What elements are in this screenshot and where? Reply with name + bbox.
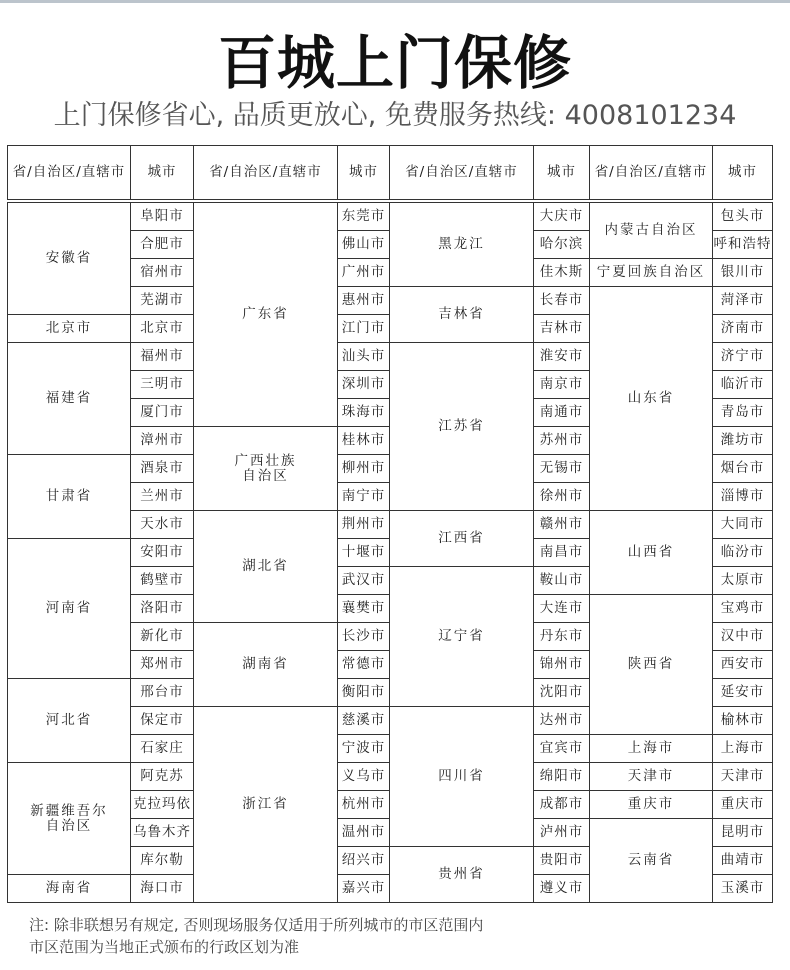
column-header-city: 城市 [713, 146, 773, 200]
column-header-province: 省/自治区/直辖市 [194, 146, 338, 200]
city-cell: 杭州市 [338, 791, 390, 819]
city-cell: 深圳市 [338, 371, 390, 399]
city-cell: 合肥市 [131, 231, 194, 259]
city-cell: 长沙市 [338, 623, 390, 651]
city-cell: 新化市 [131, 623, 194, 651]
city-cell: 泸州市 [534, 819, 590, 847]
city-cell: 西安市 [713, 651, 773, 679]
city-cell: 南宁市 [338, 483, 390, 511]
city-cell: 郑州市 [131, 651, 194, 679]
city-cell: 广州市 [338, 259, 390, 287]
city-cell: 烟台市 [713, 455, 773, 483]
province-cell: 黑龙江 [390, 203, 534, 287]
table-header-row [8, 146, 773, 200]
city-cell: 宝鸡市 [713, 595, 773, 623]
city-cell: 长春市 [534, 287, 590, 315]
city-cell: 温州市 [338, 819, 390, 847]
city-cell: 三明市 [131, 371, 194, 399]
city-cell: 重庆市 [713, 791, 773, 819]
city-cell: 江门市 [338, 315, 390, 343]
city-cell: 北京市 [131, 315, 194, 343]
city-cell: 呼和浩特 [713, 231, 773, 259]
city-cell: 武汉市 [338, 567, 390, 595]
city-cell: 大庆市 [534, 203, 590, 231]
page-title: 百城上门保修 [217, 29, 572, 97]
city-cell: 汉中市 [713, 623, 773, 651]
province-cell: 甘肃省 [8, 455, 131, 539]
city-cell: 玉溪市 [713, 875, 773, 903]
column-header-city: 城市 [131, 146, 194, 200]
city-cell: 十堰市 [338, 539, 390, 567]
city-cell: 吉林市 [534, 315, 590, 343]
footnote-line: 注: 除非联想另有规定, 否则现场服务仅适用于所列城市的市区范围内 [29, 916, 484, 934]
city-cell: 漳州市 [131, 427, 194, 455]
province-cell: 福建省 [8, 343, 131, 455]
city-cell: 淮安市 [534, 343, 590, 371]
city-cell: 邢台市 [131, 679, 194, 707]
city-cell: 延安市 [713, 679, 773, 707]
province-cell: 山西省 [590, 511, 713, 595]
city-cell: 佛山市 [338, 231, 390, 259]
city-cell: 洛阳市 [131, 595, 194, 623]
province-cell: 河南省 [8, 539, 131, 679]
city-cell: 青岛市 [713, 399, 773, 427]
city-cell: 宜宾市 [534, 735, 590, 763]
city-cell: 克拉玛依 [131, 791, 194, 819]
city-cell: 保定市 [131, 707, 194, 735]
province-cell: 海南省 [8, 875, 131, 903]
province-cell: 天津市 [590, 763, 713, 791]
province-cell: 重庆市 [590, 791, 713, 819]
province-cell: 内蒙古自治区 [590, 203, 713, 259]
province-cell: 湖南省 [194, 623, 338, 707]
column-header-city: 城市 [338, 146, 390, 200]
province-cell: 四川省 [390, 707, 534, 847]
city-cell: 鹤壁市 [131, 567, 194, 595]
city-cell: 阜阳市 [131, 203, 194, 231]
city-cell: 石家庄 [131, 735, 194, 763]
city-cell: 嘉兴市 [338, 875, 390, 903]
city-cell: 济宁市 [713, 343, 773, 371]
city-cell: 绵阳市 [534, 763, 590, 791]
city-cell: 赣州市 [534, 511, 590, 539]
column-header-province: 省/自治区/直辖市 [390, 146, 534, 200]
city-cell: 酒泉市 [131, 455, 194, 483]
province-cell: 广西壮族 自治区 [194, 427, 338, 511]
city-cell: 丹东市 [534, 623, 590, 651]
province-cell: 宁夏回族自治区 [590, 259, 713, 287]
footnote-line: 市区范围为当地正式颁布的行政区划为准 [29, 938, 300, 956]
city-cell: 汕头市 [338, 343, 390, 371]
city-cell: 榆林市 [713, 707, 773, 735]
column-header-city: 城市 [534, 146, 590, 200]
province-cell: 贵州省 [390, 847, 534, 903]
city-cell: 大同市 [713, 511, 773, 539]
column-header-province: 省/自治区/直辖市 [590, 146, 713, 200]
city-cell: 桂林市 [338, 427, 390, 455]
city-cell: 珠海市 [338, 399, 390, 427]
province-cell: 陕西省 [590, 595, 713, 735]
city-cell: 库尔勒 [131, 847, 194, 875]
city-cell: 南京市 [534, 371, 590, 399]
city-cell: 佳木斯 [534, 259, 590, 287]
city-cell: 乌鲁木齐 [131, 819, 194, 847]
city-cell: 潍坊市 [713, 427, 773, 455]
city-cell: 衡阳市 [338, 679, 390, 707]
city-cell: 东莞市 [338, 203, 390, 231]
province-cell: 上海市 [590, 735, 713, 763]
province-cell: 浙江省 [194, 707, 338, 903]
service-city-table [7, 145, 773, 903]
city-cell: 宁波市 [338, 735, 390, 763]
province-cell: 江苏省 [390, 343, 534, 511]
top-divider-line [0, 0, 790, 3]
city-cell: 锦州市 [534, 651, 590, 679]
province-cell: 北京市 [8, 315, 131, 343]
city-cell: 常德市 [338, 651, 390, 679]
city-cell: 慈溪市 [338, 707, 390, 735]
city-cell: 柳州市 [338, 455, 390, 483]
city-cell: 大连市 [534, 595, 590, 623]
city-cell: 天水市 [131, 511, 194, 539]
page-subtitle: 上门保修省心, 品质更放心, 免费服务热线: 4008101234 [53, 100, 737, 131]
city-cell: 包头市 [713, 203, 773, 231]
city-cell: 南通市 [534, 399, 590, 427]
city-cell: 菏泽市 [713, 287, 773, 315]
city-cell: 曲靖市 [713, 847, 773, 875]
city-cell: 苏州市 [534, 427, 590, 455]
province-cell: 河北省 [8, 679, 131, 763]
city-cell: 义乌市 [338, 763, 390, 791]
service-city-table-container [7, 145, 773, 903]
city-cell: 厦门市 [131, 399, 194, 427]
city-cell: 太原市 [713, 567, 773, 595]
city-cell: 绍兴市 [338, 847, 390, 875]
province-cell: 辽宁省 [390, 567, 534, 707]
city-cell: 临汾市 [713, 539, 773, 567]
city-cell: 天津市 [713, 763, 773, 791]
footnotes [29, 914, 769, 958]
city-cell: 福州市 [131, 343, 194, 371]
city-cell: 淄博市 [713, 483, 773, 511]
city-cell: 兰州市 [131, 483, 194, 511]
city-cell: 临沂市 [713, 371, 773, 399]
province-cell: 云南省 [590, 819, 713, 903]
city-cell: 鞍山市 [534, 567, 590, 595]
city-cell: 惠州市 [338, 287, 390, 315]
province-cell: 安徽省 [8, 203, 131, 315]
city-cell: 南昌市 [534, 539, 590, 567]
city-cell: 徐州市 [534, 483, 590, 511]
city-cell: 海口市 [131, 875, 194, 903]
city-cell: 襄樊市 [338, 595, 390, 623]
city-cell: 安阳市 [131, 539, 194, 567]
province-cell: 吉林省 [390, 287, 534, 343]
province-cell: 广东省 [194, 203, 338, 427]
city-cell: 昆明市 [713, 819, 773, 847]
province-cell: 江西省 [390, 511, 534, 567]
column-header-province: 省/自治区/直辖市 [8, 146, 131, 200]
city-cell: 遵义市 [534, 875, 590, 903]
city-cell: 成都市 [534, 791, 590, 819]
city-cell: 无锡市 [534, 455, 590, 483]
city-cell: 芜湖市 [131, 287, 194, 315]
city-cell: 达州市 [534, 707, 590, 735]
table-row [8, 203, 773, 231]
city-cell: 银川市 [713, 259, 773, 287]
city-cell: 济南市 [713, 315, 773, 343]
city-cell: 沈阳市 [534, 679, 590, 707]
city-cell: 荆州市 [338, 511, 390, 539]
city-cell: 上海市 [713, 735, 773, 763]
province-cell: 新疆维吾尔 自治区 [8, 763, 131, 875]
province-cell: 湖北省 [194, 511, 338, 623]
city-cell: 宿州市 [131, 259, 194, 287]
province-cell: 山东省 [590, 287, 713, 511]
city-cell: 哈尔滨 [534, 231, 590, 259]
city-cell: 阿克苏 [131, 763, 194, 791]
city-cell: 贵阳市 [534, 847, 590, 875]
